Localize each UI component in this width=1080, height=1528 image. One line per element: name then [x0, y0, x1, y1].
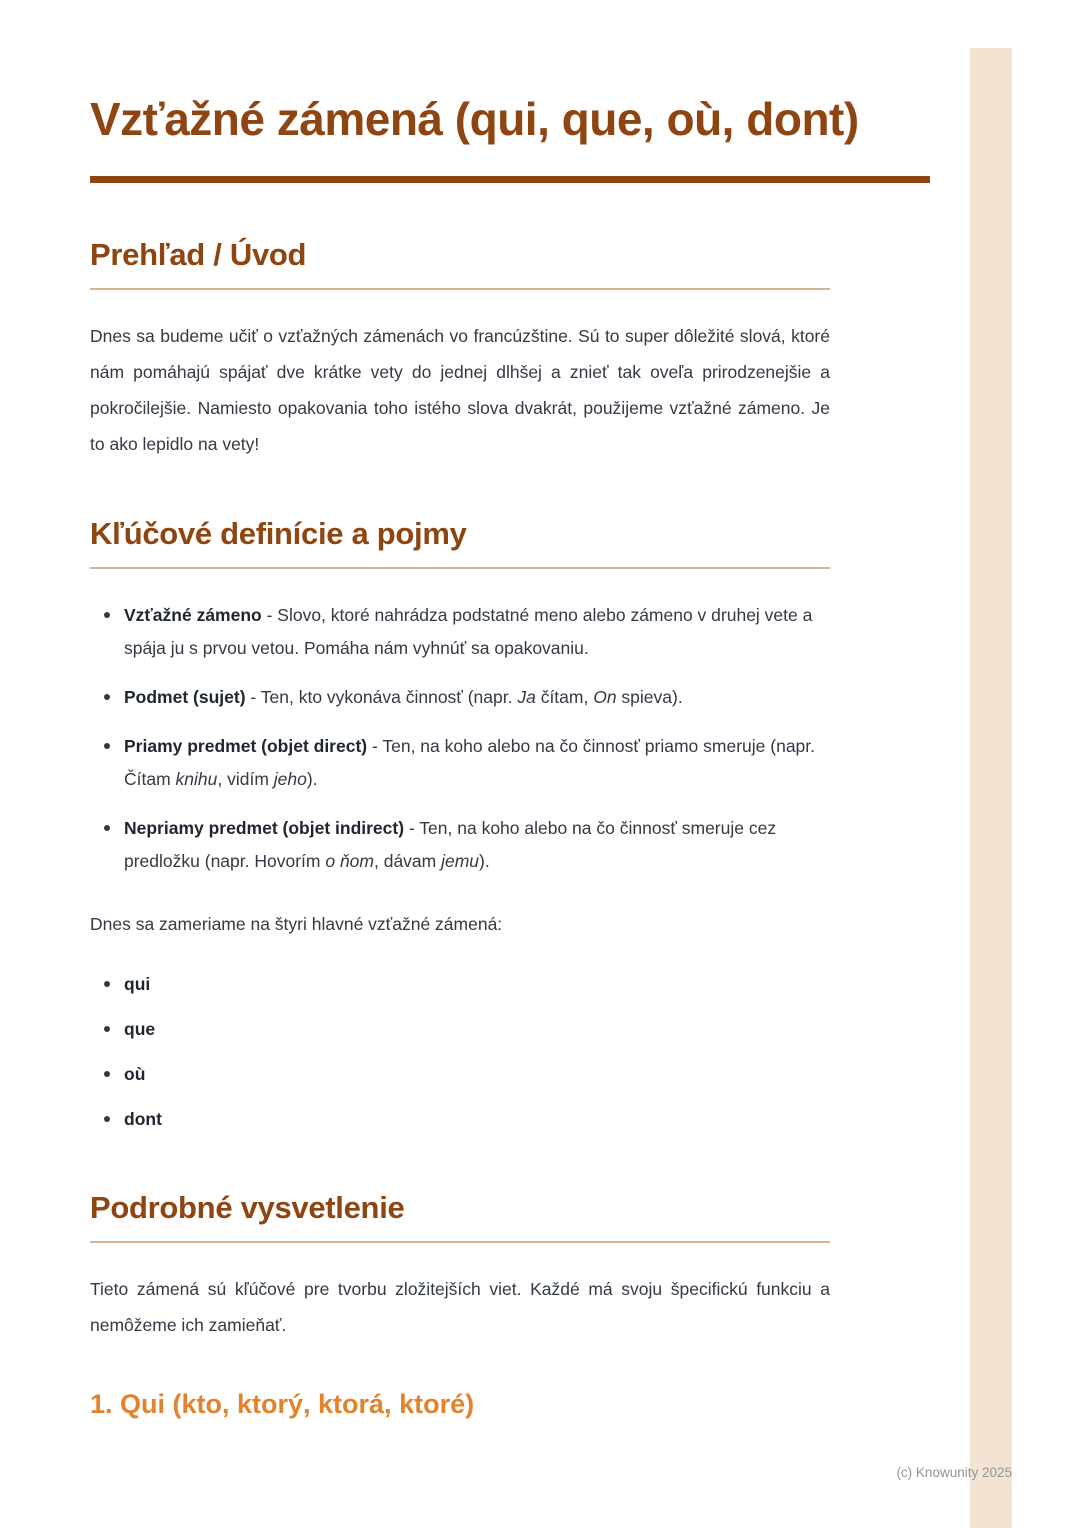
overview-paragraph: Dnes sa budeme učiť o vzťažných zámenách vo francúzštine. Sú to super dôležité slová, ktoré nám pomáhajú spájať dve krátke vety do jednej dlhšej a znieť tak oveľa prirodzenejšie a pokročilejšie. Namiesto opakovania toho istého slova dvakrát, použijeme vzťažné zámeno. Je to ako lepidlo na vety! — [90, 326, 830, 455]
explanation-paragraph: Tieto zámená sú kľúčové pre tvorbu zložitejších viet. Každé má svoju špecifickú funkciu a nemôžeme ich zamieňať. — [90, 1279, 830, 1336]
definition-item: Priamy predmet (objet direct) - Ten, na koho alebo na čo činnosť priamo smeruje (napr. Čítam knihu, vidím jeho). — [90, 730, 830, 796]
footer-credit: (c) Knowunity 2025 — [896, 1465, 1012, 1480]
section-heading-overview: Prehľad / Úvod — [90, 237, 307, 273]
title-rule — [90, 176, 930, 183]
section-rule — [90, 288, 830, 290]
definition-item: Nepriamy predmet (objet indirect) - Ten, na koho alebo na čo činnosť smeruje cez predložku (napr. Hovorím o ňom, dávam jemu). — [90, 812, 830, 878]
pronoun-item: où — [90, 1058, 830, 1091]
definition-item: Podmet (sujet) - Ten, kto vykonáva činnosť (napr. Ja čítam, On spieva). — [90, 681, 830, 714]
section-definitions — [90, 516, 830, 1136]
section-heading-explanation: Podrobné vysvetlenie — [90, 1190, 405, 1226]
page-title: Vzťažné zámená (qui, que, où, dont) — [90, 93, 859, 145]
section-heading-definitions: Kľúčové definície a pojmy — [90, 516, 467, 552]
side-stripe — [970, 48, 1012, 1528]
pronoun-item: qui — [90, 968, 830, 1001]
pronoun-item: que — [90, 1013, 830, 1046]
subsection-heading-qui: 1. Qui (kto, ktorý, ktorá, ktoré) — [90, 1389, 475, 1420]
definition-item: Vzťažné zámeno - Slovo, ktoré nahrádza podstatné meno alebo zámeno v druhej vete a spája ju s prvou vetou. Pomáha nám vyhnúť sa opakovaniu. — [90, 599, 830, 665]
section-explanation — [90, 1190, 830, 1420]
section-rule — [90, 1241, 830, 1243]
pronoun-item: dont — [90, 1103, 830, 1136]
section-overview — [90, 237, 830, 462]
definitions-list — [90, 599, 830, 878]
pronouns-intro: Dnes sa zameriame na štyri hlavné vzťažné zámená: — [90, 914, 503, 935]
pronouns-list — [90, 968, 830, 1136]
section-rule — [90, 567, 830, 569]
